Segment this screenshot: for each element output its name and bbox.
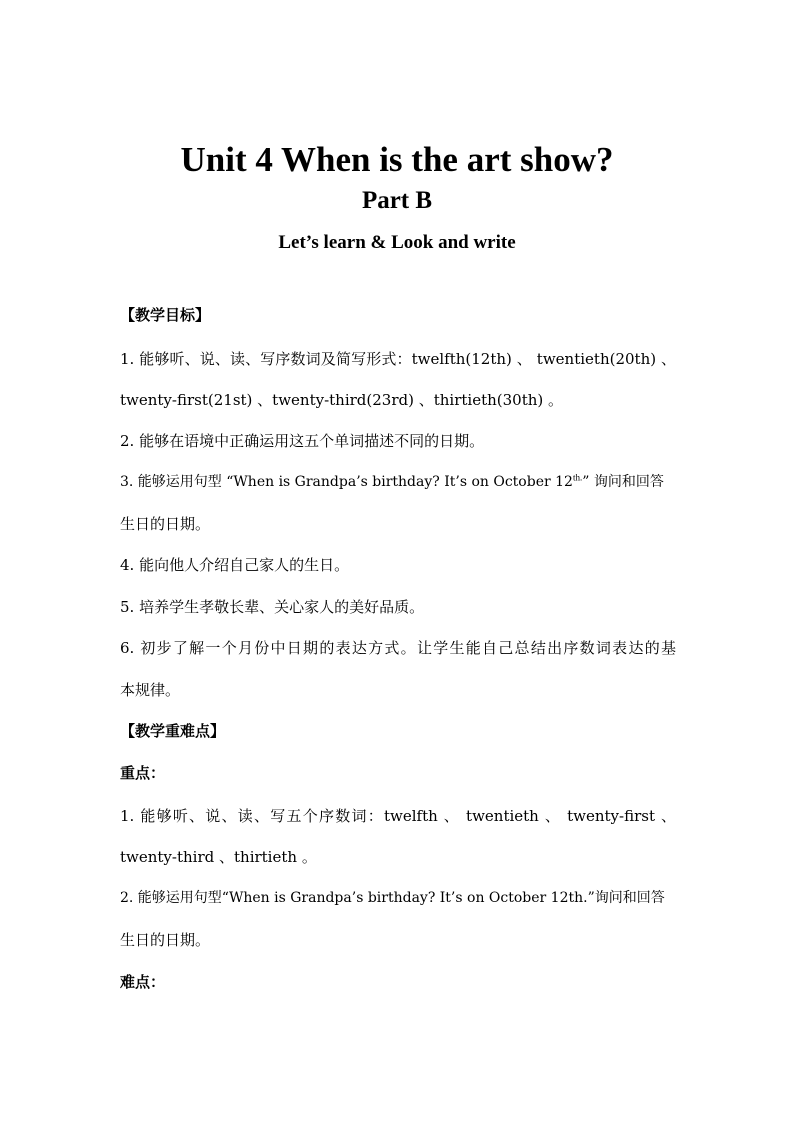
key-points-label: 重点： <box>120 764 166 782</box>
objective-2: 2. 能够在语境中正确运用这五个单词描述不同的日期。 <box>120 432 485 450</box>
objective-6-line-1: 6. 初步了解一个月份中日期的表达方式。让学生能自己总结出序数词表达的基 <box>120 639 676 657</box>
key-point-2-line-2: 生日的日期。 <box>120 931 211 949</box>
document-title: Unit 4 When is the art show? <box>180 140 614 179</box>
objective-6-line-2: 本规律。 <box>120 681 181 699</box>
section-heading-objectives: 【教学目标】 <box>120 306 211 324</box>
objective-1-line-2: twenty-first(21st) 、twenty-third(23rd) 、thirtieth(30th) 。 <box>120 391 564 409</box>
objective-3-line-1 <box>120 471 676 493</box>
lesson-heading: Let’s learn & Look and write <box>278 232 516 253</box>
objective-3-line-2: 生日的日期。 <box>120 515 211 533</box>
key-point-1-line-1: 1. 能够听、说、读、写五个序数词：twelfth 、 twentieth 、 twenty-first 、 <box>120 807 676 825</box>
objective-3-superscript: th. <box>572 472 583 483</box>
key-point-1-line-2: twenty-third 、thirtieth 。 <box>120 848 317 866</box>
objective-3-text-b: ” 询问和回答 <box>582 474 664 490</box>
objective-3-text-a: 3. 能够运用句型 “When is Grandpa’s birthday? It’s on October 12 <box>120 474 573 490</box>
objective-4: 4. 能向他人介绍自己家人的生日。 <box>120 556 350 574</box>
difficult-points-label: 难点： <box>120 973 166 991</box>
objective-1-line-1: 1. 能够听、说、读、写序数词及简写形式：twelfth(12th) 、 twentieth(20th) 、 <box>120 350 676 368</box>
section-heading-key-difficult: 【教学重难点】 <box>120 722 226 740</box>
objective-5: 5. 培养学生孝敬长辈、关心家人的美好品质。 <box>120 598 425 616</box>
part-heading: Part B <box>361 187 433 214</box>
key-point-2-line-1: 2. 能够运用句型“When is Grandpa’s birthday? It’s on October 12th.”询问和回答 <box>120 890 665 906</box>
